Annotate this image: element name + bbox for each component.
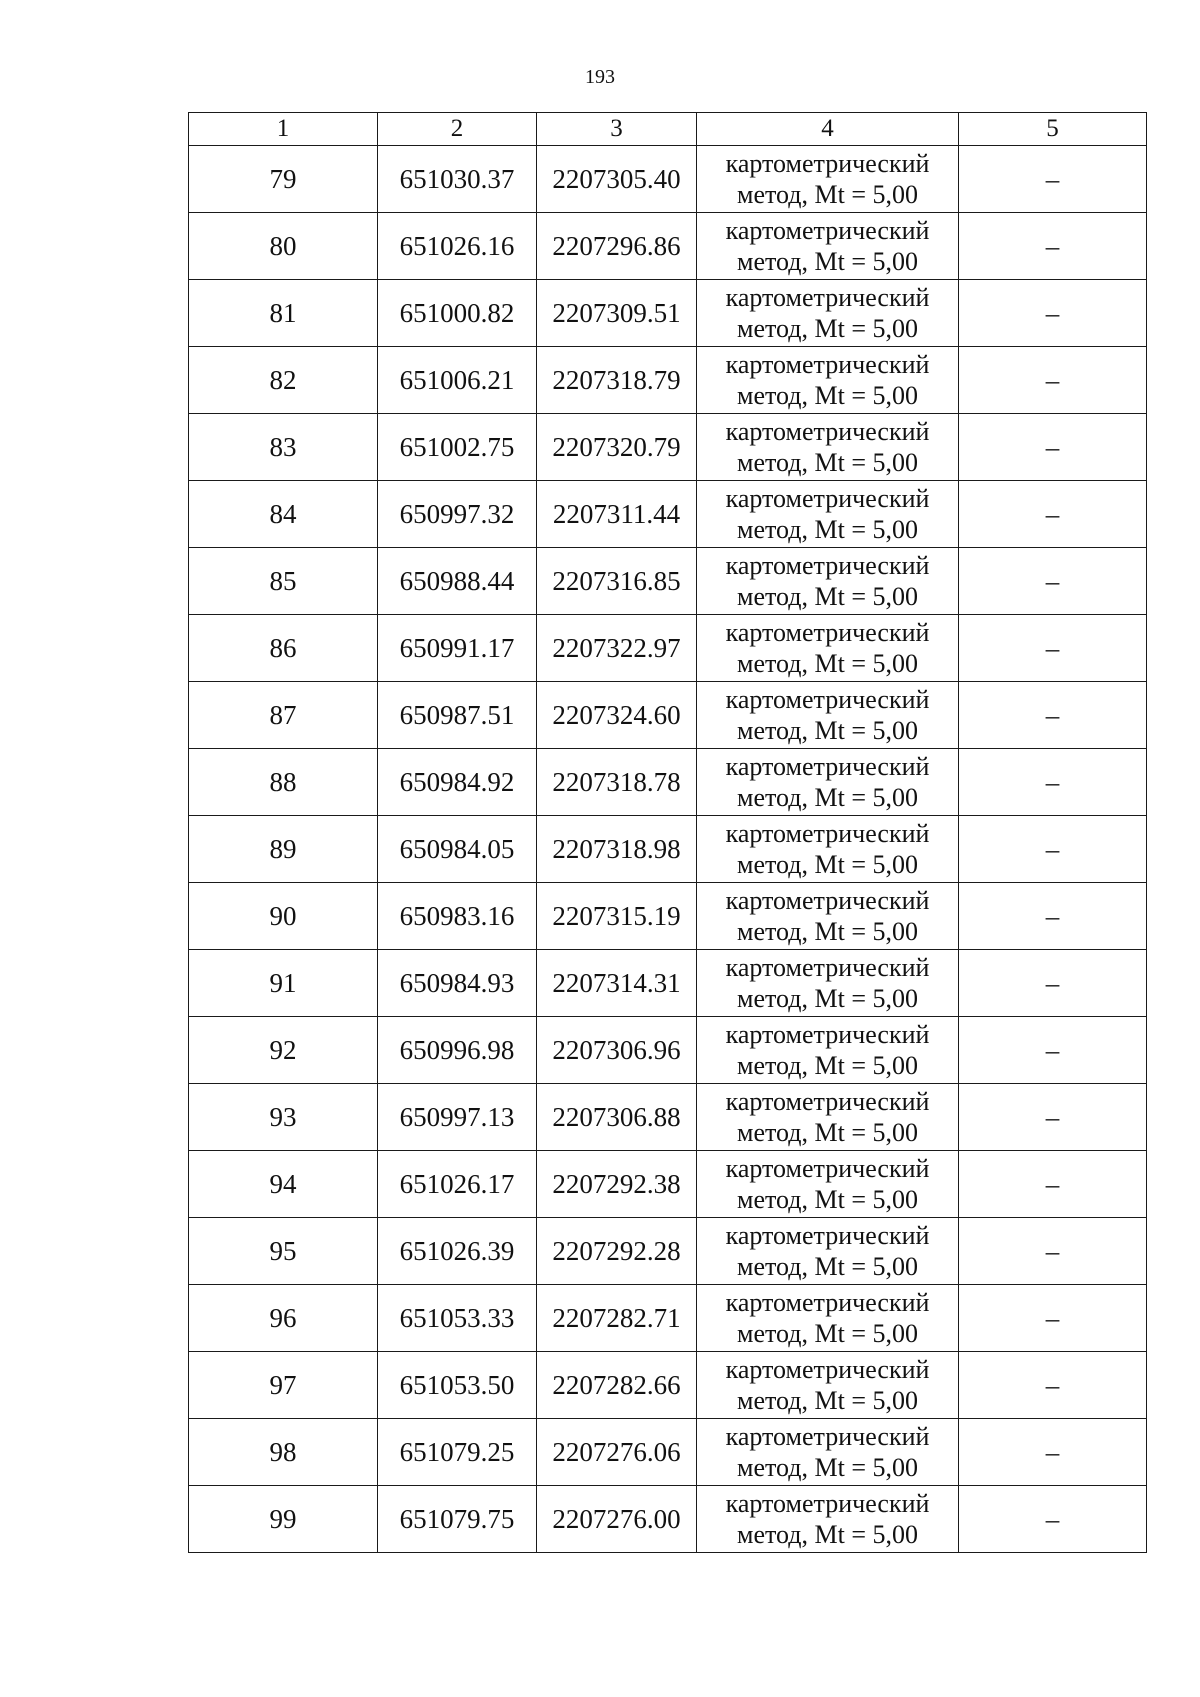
y-coordinate-cell: 2207282.71 <box>537 1285 697 1352</box>
point-number-cell: 82 <box>189 347 378 414</box>
x-coordinate-cell: 650984.05 <box>378 816 537 883</box>
x-coordinate-cell: 650997.32 <box>378 481 537 548</box>
note-cell: – <box>959 414 1147 481</box>
method-name: картометрический <box>725 1422 930 1451</box>
note-cell: – <box>959 883 1147 950</box>
note-cell: – <box>959 816 1147 883</box>
table-row <box>189 414 1147 481</box>
note-cell: – <box>959 481 1147 548</box>
method-cell <box>697 548 959 615</box>
table-row <box>189 548 1147 615</box>
method-cell <box>697 1486 959 1553</box>
y-coordinate-cell: 2207309.51 <box>537 280 697 347</box>
method-name: картометрический <box>725 484 930 513</box>
point-number-cell: 90 <box>189 883 378 950</box>
x-coordinate-cell: 651026.16 <box>378 213 537 280</box>
x-coordinate-cell: 651053.33 <box>378 1285 537 1352</box>
method-name: картометрический <box>725 819 930 848</box>
note-cell: – <box>959 548 1147 615</box>
x-coordinate-cell: 651002.75 <box>378 414 537 481</box>
y-coordinate-cell: 2207282.66 <box>537 1352 697 1419</box>
table-row <box>189 883 1147 950</box>
method-name: картометрический <box>725 1087 930 1116</box>
method-accuracy: метод, Mt = 5,00 <box>737 850 918 879</box>
method-accuracy: метод, Mt = 5,00 <box>737 1386 918 1415</box>
method-accuracy: метод, Mt = 5,00 <box>737 1185 918 1214</box>
method-name: картометрический <box>725 953 930 982</box>
method-accuracy: метод, Mt = 5,00 <box>737 381 918 410</box>
method-cell <box>697 615 959 682</box>
point-number-cell: 91 <box>189 950 378 1017</box>
method-cell <box>697 213 959 280</box>
x-coordinate-cell: 650984.93 <box>378 950 537 1017</box>
point-number-cell: 87 <box>189 682 378 749</box>
point-number-cell: 80 <box>189 213 378 280</box>
point-number-cell: 83 <box>189 414 378 481</box>
note-cell: – <box>959 1419 1147 1486</box>
y-coordinate-cell: 2207292.28 <box>537 1218 697 1285</box>
y-coordinate-cell: 2207306.96 <box>537 1017 697 1084</box>
x-coordinate-cell: 651053.50 <box>378 1352 537 1419</box>
method-accuracy: метод, Mt = 5,00 <box>737 1520 918 1549</box>
point-number-cell: 89 <box>189 816 378 883</box>
point-number-cell: 85 <box>189 548 378 615</box>
table-row <box>189 481 1147 548</box>
method-accuracy: метод, Mt = 5,00 <box>737 515 918 544</box>
point-number-cell: 84 <box>189 481 378 548</box>
method-accuracy: метод, Mt = 5,00 <box>737 582 918 611</box>
note-cell: – <box>959 213 1147 280</box>
point-number-cell: 81 <box>189 280 378 347</box>
table-row <box>189 213 1147 280</box>
note-cell: – <box>959 146 1147 213</box>
table-row <box>189 615 1147 682</box>
note-cell: – <box>959 1285 1147 1352</box>
table-row <box>189 1419 1147 1486</box>
method-cell <box>697 1218 959 1285</box>
method-name: картометрический <box>725 685 930 714</box>
method-name: картометрический <box>725 1288 930 1317</box>
method-accuracy: метод, Mt = 5,00 <box>737 1118 918 1147</box>
x-coordinate-cell: 650988.44 <box>378 548 537 615</box>
note-cell: – <box>959 1486 1147 1553</box>
method-name: картометрический <box>725 149 930 178</box>
method-accuracy: метод, Mt = 5,00 <box>737 1252 918 1281</box>
point-number-cell: 94 <box>189 1151 378 1218</box>
method-cell <box>697 1419 959 1486</box>
method-cell <box>697 347 959 414</box>
method-accuracy: метод, Mt = 5,00 <box>737 247 918 276</box>
x-coordinate-cell: 650991.17 <box>378 615 537 682</box>
x-coordinate-cell: 651000.82 <box>378 280 537 347</box>
y-coordinate-cell: 2207318.78 <box>537 749 697 816</box>
x-coordinate-cell: 650984.92 <box>378 749 537 816</box>
point-number-cell: 97 <box>189 1352 378 1419</box>
table-row <box>189 1486 1147 1553</box>
table-row <box>189 146 1147 213</box>
header-row <box>189 113 1147 146</box>
note-cell: – <box>959 1352 1147 1419</box>
y-coordinate-cell: 2207314.31 <box>537 950 697 1017</box>
method-name: картометрический <box>725 618 930 647</box>
table-header <box>189 113 1147 146</box>
method-cell <box>697 1151 959 1218</box>
method-name: картометрический <box>725 283 930 312</box>
y-coordinate-cell: 2207306.88 <box>537 1084 697 1151</box>
point-number-cell: 93 <box>189 1084 378 1151</box>
method-cell <box>697 1352 959 1419</box>
x-coordinate-cell: 650996.98 <box>378 1017 537 1084</box>
x-coordinate-cell: 650987.51 <box>378 682 537 749</box>
coordinates-table <box>188 112 1147 1553</box>
y-coordinate-cell: 2207318.79 <box>537 347 697 414</box>
method-accuracy: метод, Mt = 5,00 <box>737 783 918 812</box>
method-accuracy: метод, Mt = 5,00 <box>737 649 918 678</box>
method-accuracy: метод, Mt = 5,00 <box>737 448 918 477</box>
note-cell: – <box>959 615 1147 682</box>
method-accuracy: метод, Mt = 5,00 <box>737 1453 918 1482</box>
y-coordinate-cell: 2207315.19 <box>537 883 697 950</box>
method-name: картометрический <box>725 1154 930 1183</box>
table-row <box>189 682 1147 749</box>
method-cell <box>697 481 959 548</box>
method-name: картометрический <box>725 216 930 245</box>
method-cell <box>697 1084 959 1151</box>
method-cell <box>697 1017 959 1084</box>
method-cell <box>697 883 959 950</box>
table-row <box>189 1218 1147 1285</box>
point-number-cell: 95 <box>189 1218 378 1285</box>
method-name: картометрический <box>725 551 930 580</box>
note-cell: – <box>959 1218 1147 1285</box>
method-cell <box>697 682 959 749</box>
table-row <box>189 816 1147 883</box>
table-row <box>189 347 1147 414</box>
method-name: картометрический <box>725 1221 930 1250</box>
method-accuracy: метод, Mt = 5,00 <box>737 180 918 209</box>
method-cell <box>697 414 959 481</box>
header-cell-1: 1 <box>189 113 378 146</box>
point-number-cell: 92 <box>189 1017 378 1084</box>
method-name: картометрический <box>725 1020 930 1049</box>
note-cell: – <box>959 280 1147 347</box>
table-row <box>189 749 1147 816</box>
note-cell: – <box>959 1084 1147 1151</box>
method-name: картометрический <box>725 417 930 446</box>
method-cell <box>697 816 959 883</box>
header-cell-4: 4 <box>697 113 959 146</box>
method-cell <box>697 280 959 347</box>
y-coordinate-cell: 2207276.00 <box>537 1486 697 1553</box>
header-cell-2: 2 <box>378 113 537 146</box>
point-number-cell: 88 <box>189 749 378 816</box>
method-accuracy: метод, Mt = 5,00 <box>737 314 918 343</box>
method-accuracy: метод, Mt = 5,00 <box>737 1051 918 1080</box>
note-cell: – <box>959 950 1147 1017</box>
table-row <box>189 950 1147 1017</box>
y-coordinate-cell: 2207316.85 <box>537 548 697 615</box>
page-number: 193 <box>585 66 615 88</box>
x-coordinate-cell: 650983.16 <box>378 883 537 950</box>
x-coordinate-cell: 651026.39 <box>378 1218 537 1285</box>
method-accuracy: метод, Mt = 5,00 <box>737 716 918 745</box>
y-coordinate-cell: 2207305.40 <box>537 146 697 213</box>
table-row <box>189 1352 1147 1419</box>
note-cell: – <box>959 347 1147 414</box>
note-cell: – <box>959 1017 1147 1084</box>
table-row <box>189 280 1147 347</box>
method-cell <box>697 146 959 213</box>
y-coordinate-cell: 2207276.06 <box>537 1419 697 1486</box>
table-row <box>189 1285 1147 1352</box>
note-cell: – <box>959 749 1147 816</box>
x-coordinate-cell: 651079.25 <box>378 1419 537 1486</box>
method-accuracy: метод, Mt = 5,00 <box>737 1319 918 1348</box>
table-row <box>189 1084 1147 1151</box>
method-name: картометрический <box>725 1489 930 1518</box>
method-cell <box>697 749 959 816</box>
point-number-cell: 79 <box>189 146 378 213</box>
method-name: картометрический <box>725 350 930 379</box>
x-coordinate-cell: 651006.21 <box>378 347 537 414</box>
table-row <box>189 1151 1147 1218</box>
point-number-cell: 99 <box>189 1486 378 1553</box>
point-number-cell: 86 <box>189 615 378 682</box>
point-number-cell: 98 <box>189 1419 378 1486</box>
y-coordinate-cell: 2207311.44 <box>537 481 697 548</box>
note-cell: – <box>959 1151 1147 1218</box>
method-cell <box>697 950 959 1017</box>
y-coordinate-cell: 2207296.86 <box>537 213 697 280</box>
method-accuracy: метод, Mt = 5,00 <box>737 917 918 946</box>
y-coordinate-cell: 2207320.79 <box>537 414 697 481</box>
y-coordinate-cell: 2207324.60 <box>537 682 697 749</box>
method-name: картометрический <box>725 752 930 781</box>
x-coordinate-cell: 651079.75 <box>378 1486 537 1553</box>
table-row <box>189 1017 1147 1084</box>
point-number-cell: 96 <box>189 1285 378 1352</box>
x-coordinate-cell: 650997.13 <box>378 1084 537 1151</box>
header-cell-5: 5 <box>959 113 1147 146</box>
method-name: картометрический <box>725 1355 930 1384</box>
x-coordinate-cell: 651030.37 <box>378 146 537 213</box>
method-name: картометрический <box>725 886 930 915</box>
method-cell <box>697 1285 959 1352</box>
method-accuracy: метод, Mt = 5,00 <box>737 984 918 1013</box>
y-coordinate-cell: 2207292.38 <box>537 1151 697 1218</box>
header-cell-3: 3 <box>537 113 697 146</box>
note-cell: – <box>959 682 1147 749</box>
y-coordinate-cell: 2207322.97 <box>537 615 697 682</box>
table-body <box>189 146 1147 1553</box>
x-coordinate-cell: 651026.17 <box>378 1151 537 1218</box>
y-coordinate-cell: 2207318.98 <box>537 816 697 883</box>
